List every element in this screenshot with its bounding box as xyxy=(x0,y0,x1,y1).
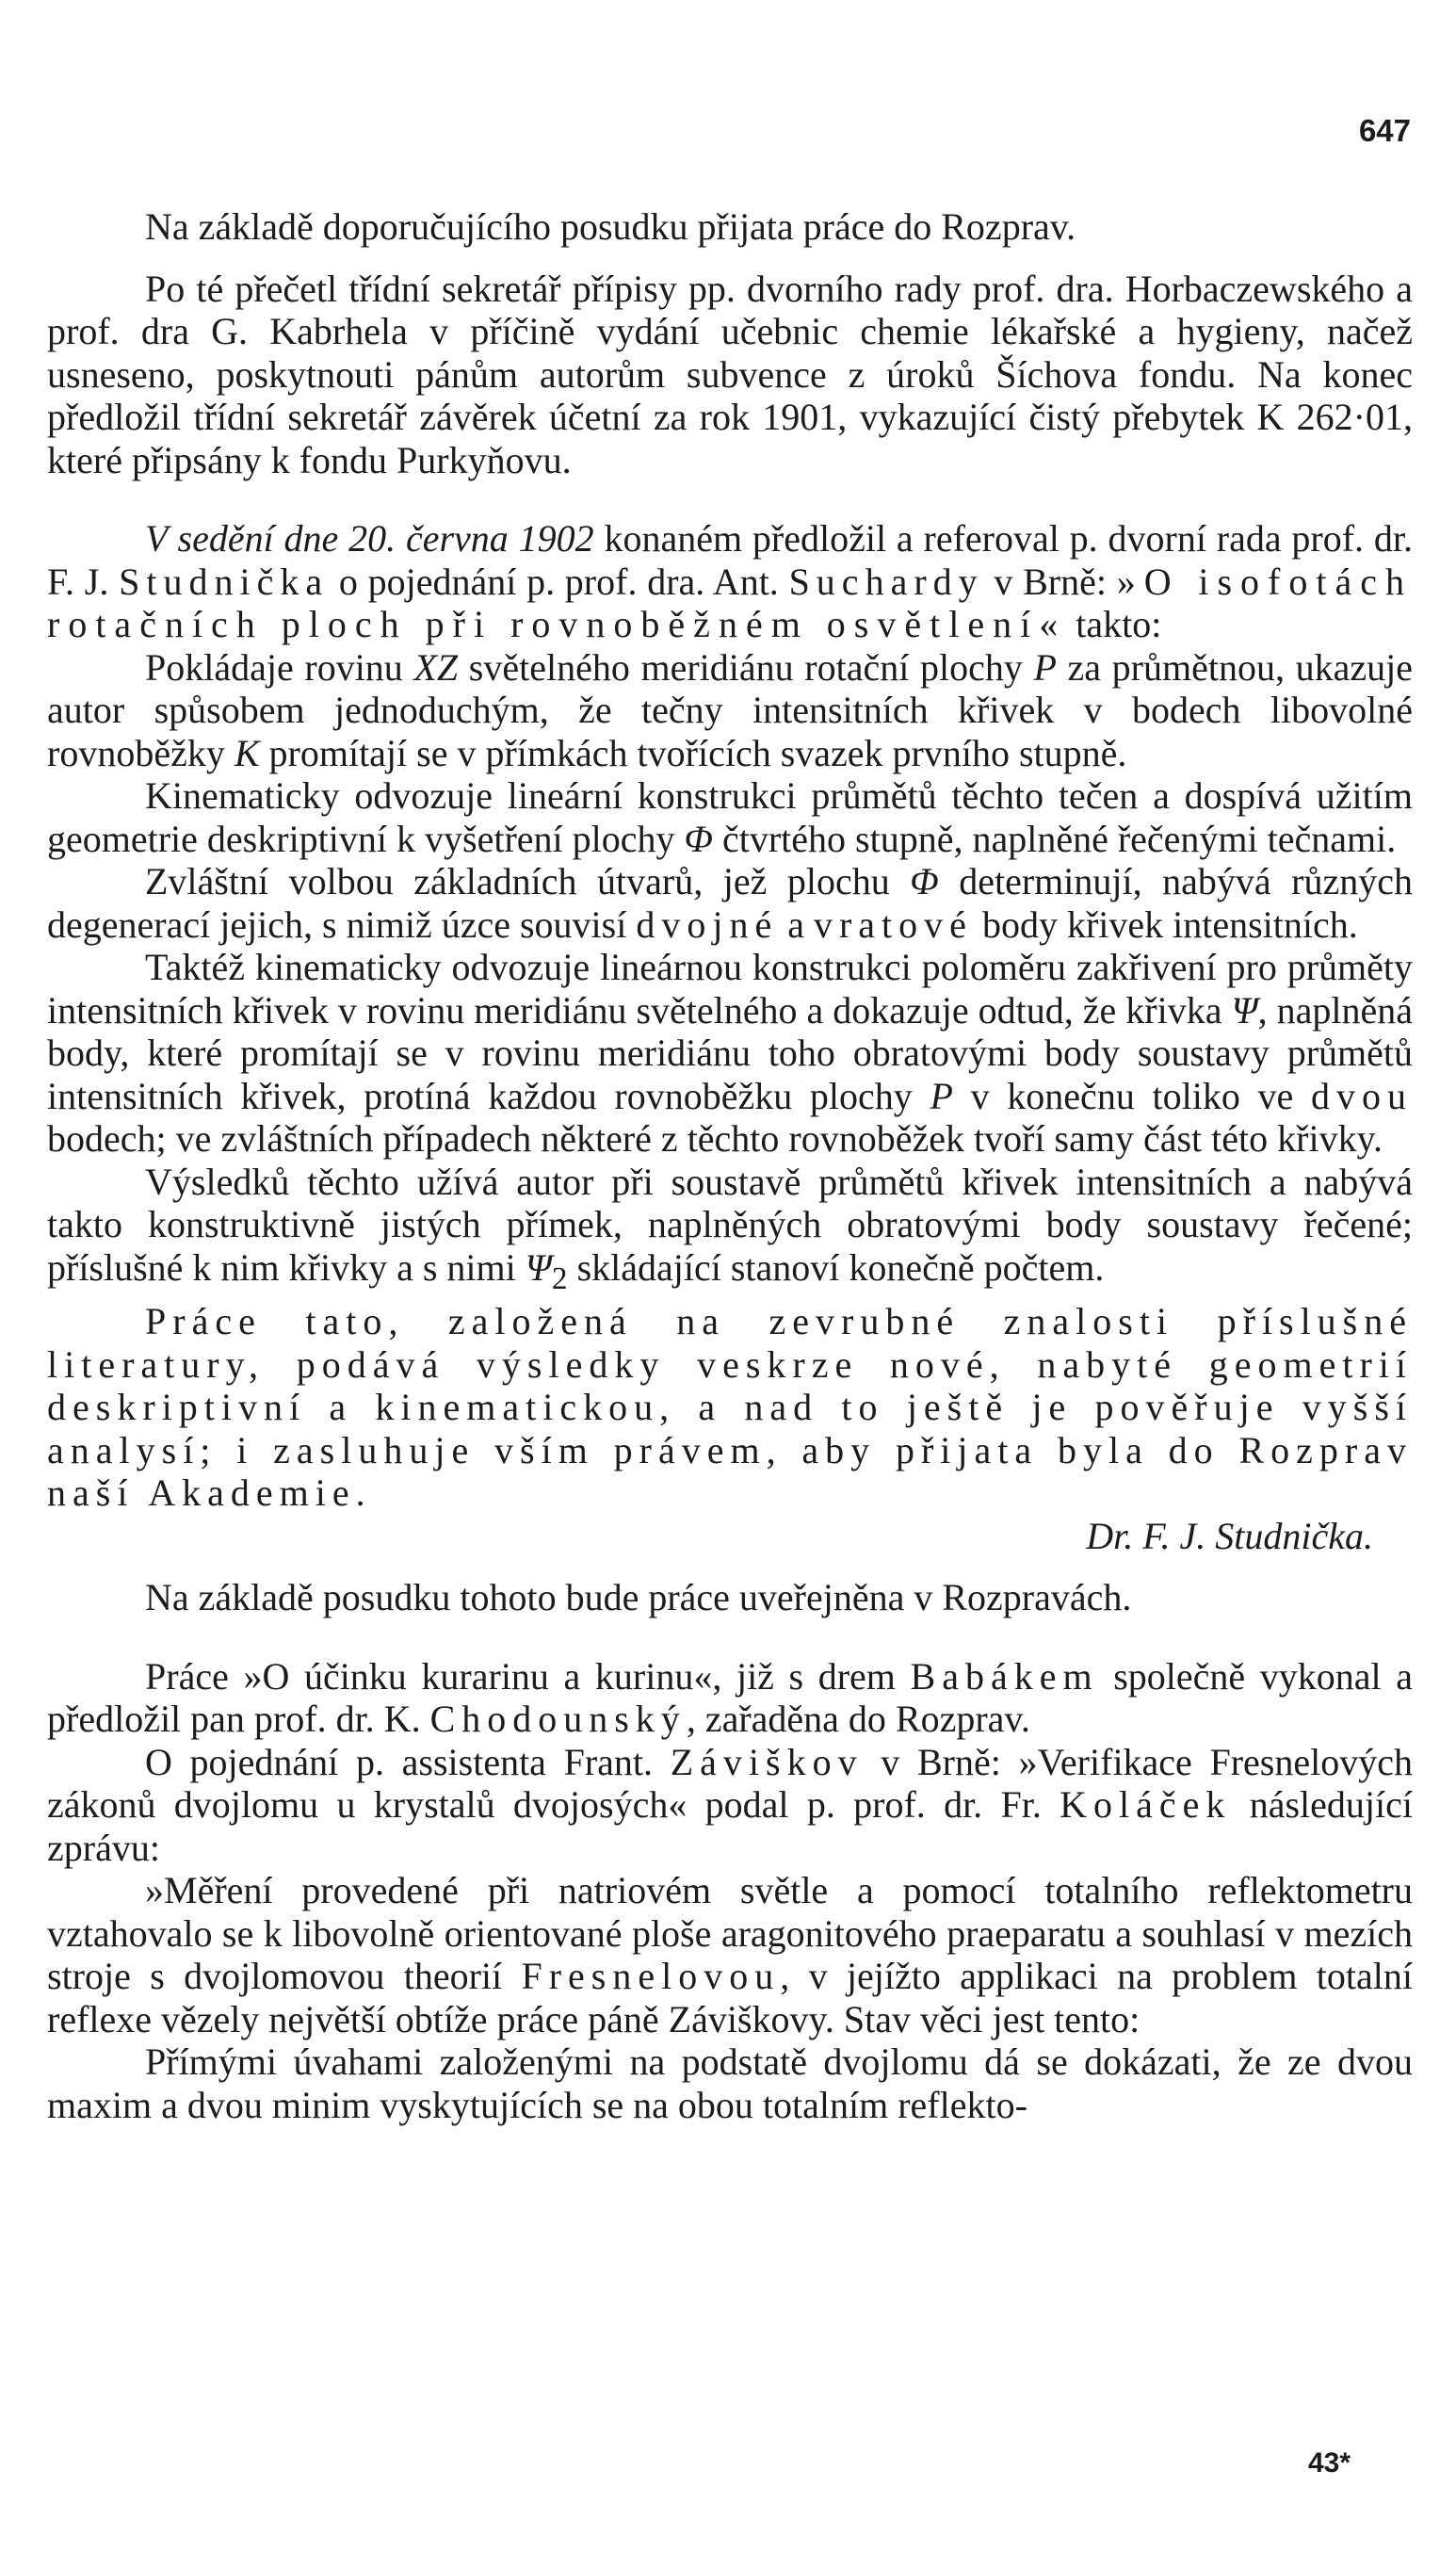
text-run: , zařaděna do Rozprav. xyxy=(686,1698,1030,1740)
page-number: 647 xyxy=(1358,113,1411,148)
math-symbol: P xyxy=(1033,645,1057,689)
author-name: Chodounský xyxy=(429,1698,687,1740)
text-run: determinují, nabývá různých degenerací jejich, s nimiž úzce souvisí xyxy=(47,860,1413,946)
referee-signature: Dr. F. J. Studnička. xyxy=(1086,1514,1373,1557)
author-name: Studnička xyxy=(119,560,330,603)
paper-title: »O isofotách rotačních ploch při rovnoběžném osvětlení« xyxy=(47,560,1414,645)
text-run: o pojednání p. prof. dra. Ant. xyxy=(329,560,789,603)
paragraph-evaluation: Práce tato, založená na zevrubné znalosti příslušné literatury, podává výsledky veskrze nové, nabyté geometrií deskriptivní a kinematickou, a nad to ještě je pověřuje vyšší analysí; i zasluhuje vším právem, aby přijata byla do Rozprav naší Akademie. xyxy=(47,1300,1413,1514)
paragraph-secretary-report: Po té přečetl třídní sekretář přípisy pp. dvorního rady prof. dra. Horbaczewského a prof. dra G. Kabrhela v příčině vydání učebnic chemie lékařské a hygieny, načež usneseno, poskytnouti pánům autorům subvence z úroků Šíchova fondu. Na konec předložil třídní sekretář závěrek účetní za rok 1901, vykazující čistý přebytek K 262·01, které připsány k fondu Purkyňovu. xyxy=(47,267,1413,481)
text-run: čtvrtého stupně, naplněné řečenými tečnami. xyxy=(712,817,1397,860)
text-run: takto: xyxy=(1066,603,1162,645)
text-run: Zvláštní volbou základních útvarů, jež plochu xyxy=(145,860,911,902)
text-run: a xyxy=(778,902,814,946)
paragraph-isophotes xyxy=(47,646,1413,775)
paragraph-kinematics xyxy=(47,774,1413,860)
text-run: Taktéž kinematicky odvozuje lineárnou konstrukci poloměru zakřivení pro průměty intensitních křivek v rovinu meridiánu světelného a dokazuje odtud, že křivka xyxy=(47,946,1413,1032)
math-subscript: 2 xyxy=(551,1260,568,1296)
text-run: »Měření provedené při natriovém světle a pomocí totalního reflektometru vztahovalo se k libovolně orientované ploše aragonitového praeparatu a souhlasí v mezích stroje s dvojlomovou theorií xyxy=(47,1869,1413,1997)
text-run: body křivek intensitních. xyxy=(972,902,1358,946)
paragraph-fresnel-submission xyxy=(47,1741,1413,1870)
text-run: O pojednání p. assistenta Frant. xyxy=(145,1740,671,1783)
math-symbol: K xyxy=(234,731,260,774)
author-name: Koláček xyxy=(1060,1783,1232,1826)
emphasis: vratové xyxy=(813,902,973,946)
paragraph-curarine xyxy=(47,1655,1413,1741)
text-run: skládající stanoví konečně počtem. xyxy=(567,1245,1105,1289)
paragraph-session-report xyxy=(47,517,1413,646)
author-name: Fresnelovou xyxy=(521,1955,781,1997)
paragraph-acceptance: Na základě doporučujícího posudku přijata práce do Rozprav. xyxy=(145,205,1076,248)
page-body xyxy=(47,205,1413,2126)
math-symbol: Φ xyxy=(910,860,939,902)
text-run: následující zprávu: xyxy=(47,1783,1413,1869)
paragraph-measurement xyxy=(47,1869,1413,2040)
text-run: za průmětnou, ukazuje autor spůsobem jednoduchým, že tečny intensitních křivek v bodech libovolné rovnoběžky xyxy=(47,645,1413,774)
emphasis: dvojné xyxy=(636,902,779,946)
paragraph-degenerations xyxy=(47,860,1413,946)
paragraph-results xyxy=(47,1161,1413,1301)
math-symbol: XZ xyxy=(413,645,459,689)
text-run: Pokládaje rovinu xyxy=(145,645,414,689)
math-symbol: Ψ xyxy=(525,1245,552,1289)
text-run: Výsledků těchto užívá autor při soustavě průmětů křivek intensitních a nabývá takto konstruktivně jistých přímek, naplněných obratovými body soustavy řečené; příslušné k nim křivky a s nimi xyxy=(47,1160,1413,1289)
text-run: Práce »O účinku kurarinu a kurinu«, již s drem xyxy=(145,1654,911,1698)
paragraph-publication: Na základě posudku tohoto bude práce uveřejněna v Rozpravách. xyxy=(145,1576,1132,1618)
math-symbol: Φ xyxy=(684,817,713,860)
text-run: světelného meridiánu rotační plochy xyxy=(458,645,1034,689)
text-run: promítají se v přímkách tvořících svazek prvního stupně. xyxy=(259,731,1127,774)
author-name: Babákem xyxy=(910,1654,1099,1698)
text-run: společně vykonal a předložil pan prof. dr. K. xyxy=(47,1654,1413,1740)
text-run: , v jejížto applikaci na problem totalní reflexe vězely největší obtíže práce páně Záviškovy. Stav věci jest tento: xyxy=(47,1955,1414,2040)
text-run: Kinematicky odvozuje lineární konstrukci průmětů těchto tečen a dospívá užitím geometrie deskriptivní k vyšetření plochy xyxy=(47,774,1413,860)
author-name: Suchardy xyxy=(788,560,984,603)
sheet-signature: 43* xyxy=(1307,2447,1351,2479)
math-symbol: Ψ xyxy=(1231,988,1258,1032)
math-symbol: P xyxy=(930,1074,953,1117)
text-run: bodech; ve zvláštních případech některé z těchto rovnoběžek tvoří samy část této křivky. xyxy=(47,1117,1383,1160)
emphasis: dvou xyxy=(1310,1074,1413,1117)
text-run: v Brně: xyxy=(983,560,1117,603)
paragraph-maxima-minima: Přímými úvahami založenými na podstatě dvojlomu dá se dokázati, že ze dvou maxim a dvou minim vyskytujících se na obou totalním reflekto- xyxy=(47,2040,1413,2126)
paragraph-curvature xyxy=(47,946,1413,1161)
text-run: , naplněná body, které promítají se v rovinu meridiánu toho obratovými body soustavy průmětů intensitních křivek, protíná každou rovnoběžku plochy xyxy=(47,988,1414,1117)
text-run: v Brně: »Verifikace Fresnelových zákonů dvojlomu u krystalů dvojosých« podal p. prof. dr. Fr. xyxy=(47,1740,1413,1826)
text-run: v konečnu toliko ve xyxy=(952,1074,1311,1117)
session-date: V sedění dne 20. června 1902 xyxy=(145,517,594,560)
author-name: Záviškov xyxy=(670,1740,864,1783)
text-run: konaném předložil a referoval p. dvorní rada prof. dr. F. J. xyxy=(47,517,1413,603)
